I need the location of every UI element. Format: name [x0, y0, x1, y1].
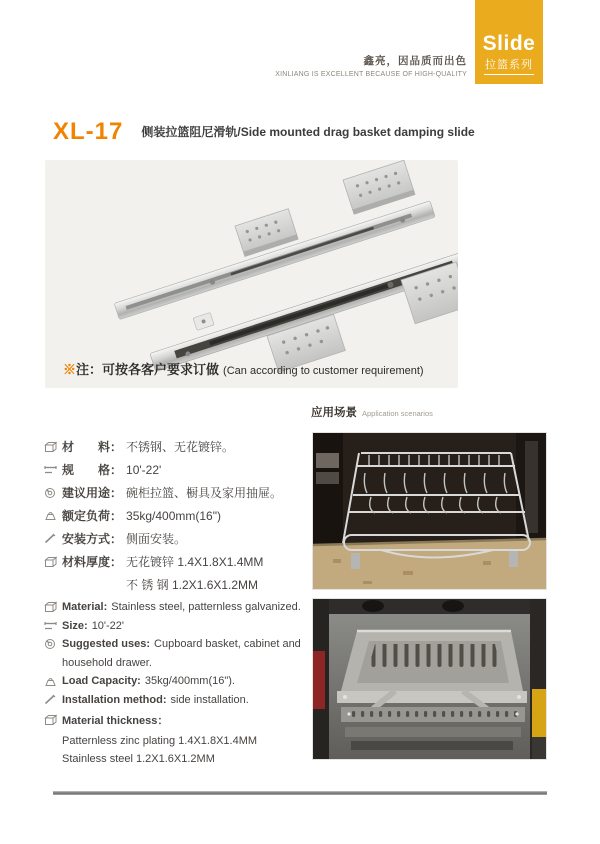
product-photo-slides	[45, 160, 458, 388]
scenarios-title-en: Application scenarios	[362, 409, 433, 418]
application-photo-wire-basket	[312, 432, 547, 590]
ruler-icon	[44, 465, 62, 475]
customization-note	[63, 359, 424, 378]
spec-value: 侧面安装。	[126, 532, 187, 546]
tagline-en: XINLIANG IS EXCELLENT BECAUSE OF HIGH-QUALITY	[275, 71, 467, 78]
spec-value: Stainless steel 1.2X1.6X1.2MM	[62, 753, 215, 765]
uses-icon	[44, 638, 62, 650]
thickness-icon	[44, 556, 62, 568]
spec-row-load	[44, 675, 301, 687]
product-name: 侧装拉篮阻尼滑轨/Side mounted drag basket damping slide	[141, 125, 475, 139]
spec-row-uses	[44, 484, 282, 501]
brand-name: Slide	[482, 32, 536, 55]
application-photo-steel-drawer	[312, 598, 547, 760]
spec-value: side installation.	[170, 693, 249, 706]
spec-label: 安装方式：	[62, 532, 123, 546]
spec-value: 35kg/400mm(16").	[144, 675, 235, 687]
material-icon	[44, 601, 62, 613]
spec-value: 无花镀锌 1.4X1.8X1.4MM	[126, 555, 264, 569]
scenarios-title-zh: 应用场景	[311, 407, 357, 419]
spec-row-load	[44, 507, 282, 524]
spec-label: Load Capacity:	[62, 675, 141, 687]
spec-row-thickness-line1	[44, 735, 301, 747]
spec-row-uses	[44, 638, 301, 650]
spec-label: Material thickness：	[62, 715, 169, 727]
spec-row-installation	[44, 530, 282, 547]
brand-series: 拉篮系列	[484, 56, 534, 75]
install-icon	[44, 694, 62, 705]
spec-value: Patternless zinc plating 1.4X1.8X1.4MM	[62, 734, 258, 747]
spec-row-size	[44, 461, 282, 478]
spec-value: 碗柜拉篮、橱具及家用抽屉。	[126, 486, 283, 500]
spec-row-size	[44, 620, 301, 632]
specs-english	[44, 601, 301, 772]
specs-chinese	[44, 438, 282, 599]
spec-row-installation	[44, 694, 301, 706]
spec-row-uses-cont	[44, 657, 301, 669]
load-icon	[44, 510, 62, 521]
note-label: 注：	[76, 362, 103, 377]
page-title	[53, 120, 475, 144]
product-panel	[45, 160, 458, 388]
load-icon	[44, 676, 62, 687]
thickness-icon	[44, 714, 62, 726]
spec-label: Material:	[62, 601, 108, 613]
spec-label: Size:	[62, 619, 88, 632]
spec-value: 不锈钢、无花镀锌。	[126, 440, 235, 454]
uses-icon	[44, 487, 62, 499]
spec-label: 材料厚度：	[62, 555, 123, 569]
spec-value: 35kg/400mm(16")	[126, 508, 221, 523]
note-marker: ※	[63, 362, 77, 377]
spec-row-material	[44, 438, 282, 455]
spec-label: 规 格：	[62, 463, 123, 477]
spec-value: household drawer.	[62, 656, 152, 669]
spec-value: Stainless steel, patternless galvanized.	[111, 601, 301, 613]
spec-row-material	[44, 601, 301, 613]
spec-row-thickness	[44, 712, 301, 728]
spec-value: Cupboard basket, cabinet and	[154, 638, 301, 650]
spec-label: Suggested uses:	[62, 638, 151, 650]
install-icon	[44, 533, 62, 544]
spec-row-thickness-cont	[44, 576, 282, 593]
spec-row-thickness-line2	[44, 753, 301, 765]
spec-label: 材 料：	[62, 440, 123, 454]
spec-label: 额定负荷：	[62, 509, 123, 523]
note-text-zh: 可按各客户要求订做	[102, 362, 220, 377]
mounting-bracket	[343, 160, 415, 214]
material-icon	[44, 441, 62, 453]
ruler-icon	[44, 621, 62, 631]
spec-label: Installation method:	[62, 693, 167, 706]
header-taglines	[275, 53, 467, 78]
scenarios-title	[311, 403, 433, 421]
spec-value: 10'-22'	[126, 462, 162, 477]
spec-value: 10'-22'	[91, 619, 125, 632]
brand-logo	[475, 0, 543, 84]
tagline-zh: 鑫亮，因品质而出色	[363, 55, 467, 67]
note-text-en: (Can according to customer requirement)	[223, 365, 424, 377]
rail-clip	[193, 312, 214, 330]
spec-row-thickness	[44, 553, 282, 570]
spec-value: 不 锈 钢 1.2X1.6X1.2MM	[126, 578, 259, 592]
footer-divider	[53, 791, 547, 795]
spec-label: 建议用途：	[62, 486, 123, 500]
model-number: XL-17	[53, 118, 124, 145]
